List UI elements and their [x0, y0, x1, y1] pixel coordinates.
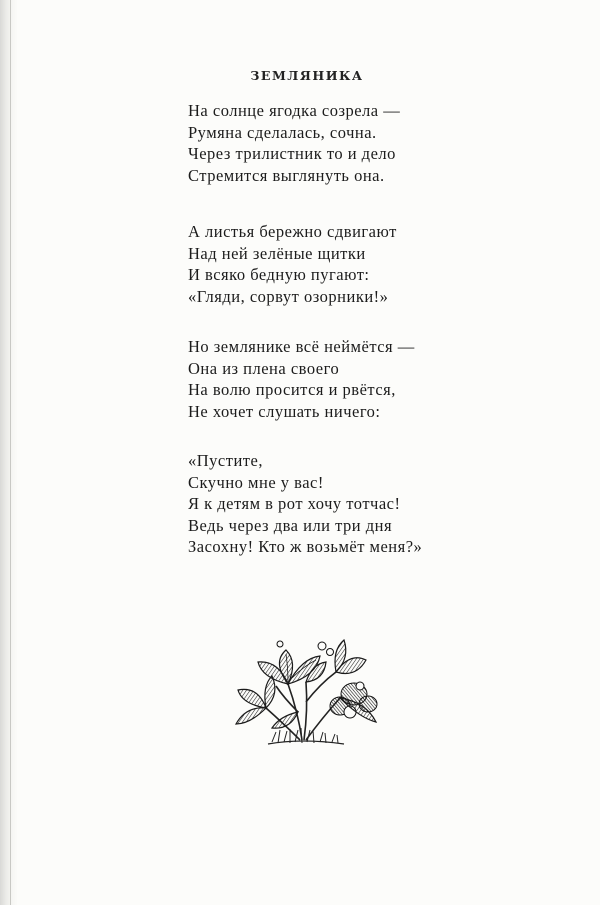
poem-line: И всяко бедную пугают: [188, 265, 370, 284]
poem-line: «Пустите, [188, 451, 263, 470]
stanza-4 [188, 450, 588, 558]
stanza-3 [188, 336, 588, 422]
page-gutter-line [10, 0, 11, 905]
poem-line: Она из плена своего [188, 358, 340, 378]
poem-line: Засохну! Кто ж возьмёт меня?» [188, 537, 423, 556]
poem-line: Стремится выглянуть она. [188, 165, 385, 185]
poem-line: Скучно мне у вас! [188, 472, 324, 492]
poem-line: Румяна сделалась, сочна. [188, 122, 377, 142]
poem-line: Ведь через два или три дня [188, 515, 393, 535]
poem-line: «Гляди, сорвут озорники!» [188, 286, 389, 306]
poem-line: Я к детям в рот хочу тотчас! [188, 494, 401, 513]
poem-line: На солнце ягодка созрела — [188, 101, 401, 120]
poem-line: Но землянике всё неймётся — [188, 337, 415, 356]
poem-line: На волю просится и рвётся, [188, 380, 396, 399]
poem-line: А листья бережно сдвигают [188, 222, 397, 241]
page-gutter-shadow [0, 0, 18, 905]
stanza-1 [188, 100, 588, 186]
poem-line: Над ней зелёные щитки [188, 243, 366, 263]
stanza-2 [188, 221, 588, 307]
poem-title: ЗЕМЛЯНИКА [250, 68, 364, 83]
strawberry-plant-icon [232, 632, 390, 750]
poem-line: Через трилистник то и дело [188, 144, 396, 163]
poem-line: Не хочет слушать ничего: [188, 401, 381, 421]
